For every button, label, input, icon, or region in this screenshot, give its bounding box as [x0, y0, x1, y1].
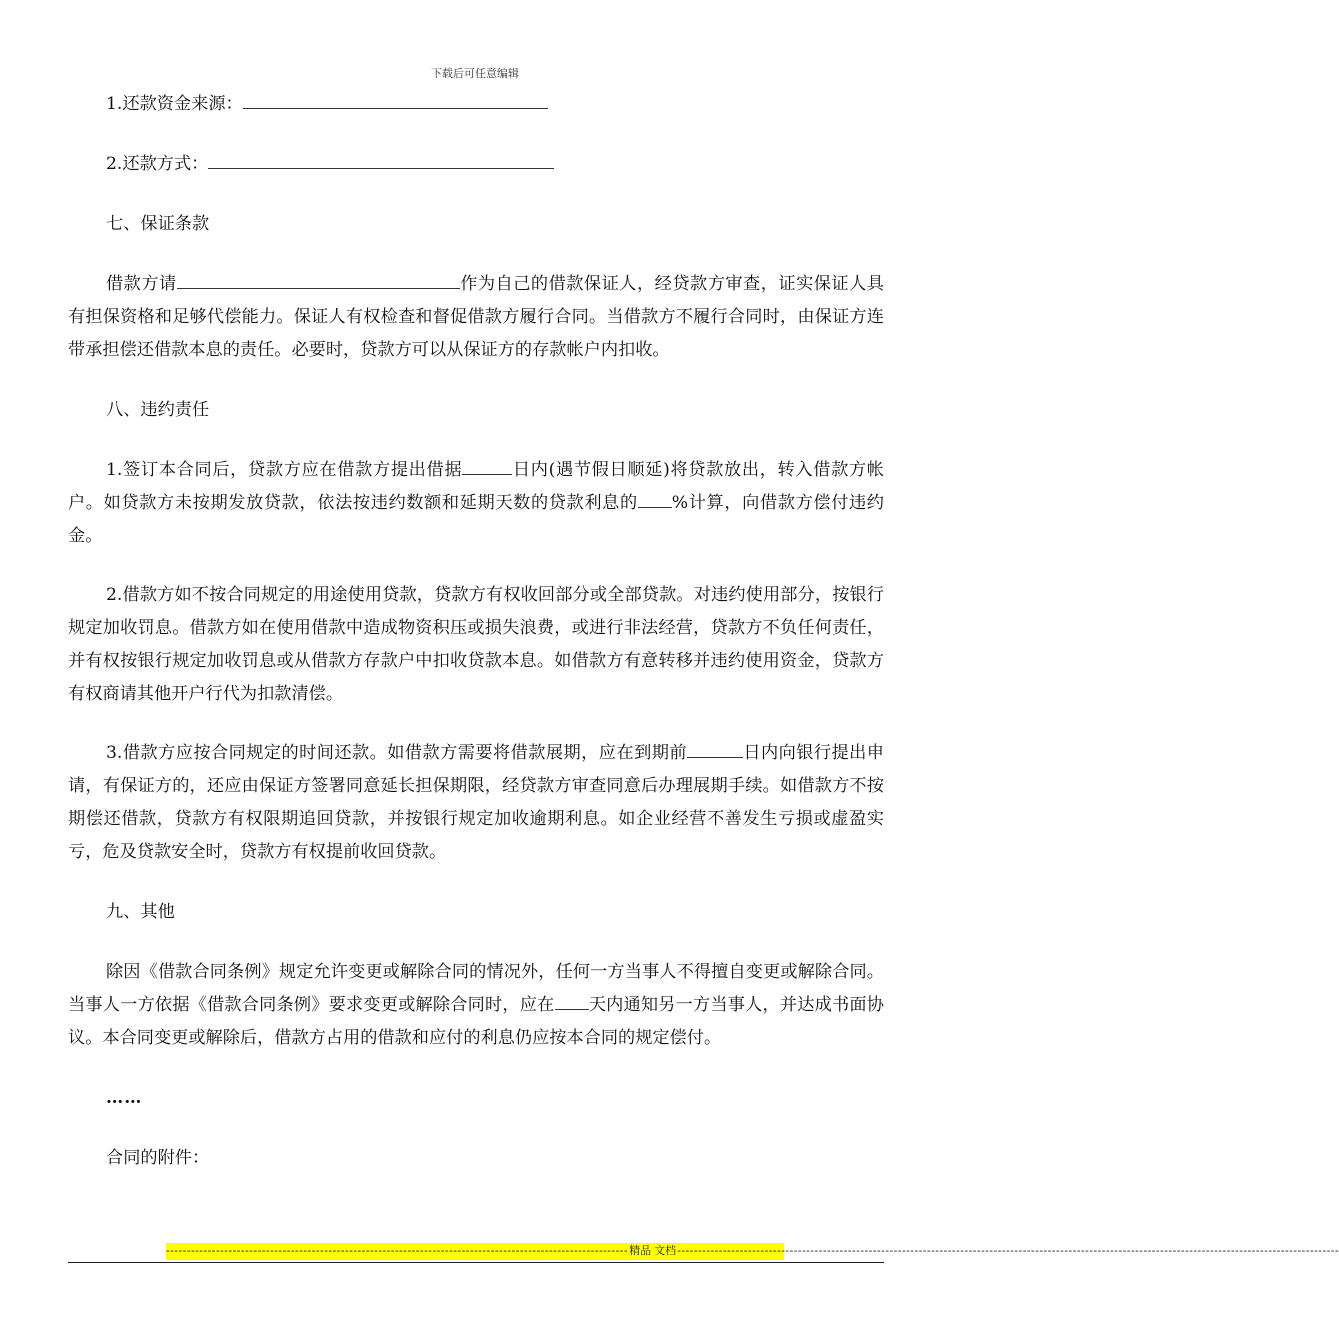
repay-method-label: 2.还款方式： [106, 154, 209, 174]
guarantor-blank[interactable] [177, 270, 460, 289]
repay-source-label: 1.还款资金来源： [106, 94, 243, 114]
section-8-paragraph-3 [68, 737, 884, 869]
repay-method-line [68, 148, 884, 181]
section-7-text-a: 借款方请 [106, 274, 177, 294]
document-body [68, 88, 884, 1175]
section-8-3-text-b: 日内向银行提出申请，有保证方的，还应由保证方签署同意延长担保期限，经贷款方审查同意后办理展期手续。如借款方不按期偿还借款，贷款方有权限期追回贷款，并按银行规定加收逾期利息。如企业经营不善发生亏损或虚盈实亏，危及贷款安全时，贷款方有权提前收回贷款。 [68, 743, 884, 862]
penalty-percent-blank[interactable] [638, 489, 672, 508]
section-8-title: 八、违约责任 [106, 400, 210, 420]
section-7-title: 七、保证条款 [106, 214, 210, 234]
extension-days-blank[interactable] [687, 739, 743, 758]
section-8-3-text-a: 3.借款方应按合同规定的时间还款。如借款方需要将借款展期，应在到期前 [106, 743, 687, 763]
loan-days-blank[interactable] [462, 456, 512, 475]
header-note: 下载后可任意编辑 [431, 67, 519, 80]
repay-source-line [68, 88, 884, 121]
section-9-paragraph [68, 956, 884, 1055]
ellipsis: …… [106, 1088, 143, 1108]
section-8-1-text-a: 1.签订本合同后，贷款方应在借款方提出借据 [106, 460, 463, 480]
footer-divider [68, 1262, 884, 1263]
section-8-1-text-b: 日内(遇节假日顺延)将贷款放出，转入借款方帐户。如贷款方未按期发放贷款，依法按违约数额和延期天数的贷款利息的 [68, 460, 884, 513]
footer-banner [166, 1243, 1339, 1260]
section-7-text-b: 作为自己的借款保证人，经贷款方审查，证实保证人具有担保资格和足够代偿能力。保证人有权检查和督促借款方履行合同。当借款方不履行合同时，由保证方连带承担偿还借款本息的责任。必要时，贷款方可以从保证方的存款帐户内扣收。 [68, 274, 884, 360]
notice-days-blank[interactable] [555, 991, 589, 1010]
section-8-paragraph-1 [68, 454, 884, 553]
section-9-title: 九、其他 [106, 902, 175, 922]
section-8-1-text-c: %计算，向借款方偿付违约金。 [68, 493, 884, 546]
repay-source-blank[interactable] [243, 90, 548, 109]
section-9-text-b: 天内通知另一方当事人，并达成书面协议。本合同变更或解除后，借款方占用的借款和应付的利息仍应按本合同的规定偿付。 [68, 995, 884, 1048]
section-9-text-a: 除因《借款合同条例》规定允许变更或解除合同的情况外，任何一方当事人不得擅自变更或解除合同。当事人一方依据《借款合同条例》要求变更或解除合同时，应在 [68, 962, 884, 1015]
footer-dashes-left: --------------------------------------------------------------------------------------------------------------- [166, 1245, 629, 1257]
repay-method-blank[interactable] [208, 150, 554, 169]
footer-dashes-right: --------------------------------------------------------------------------------------------------------------------------------------------------------------- [677, 1245, 1339, 1257]
section-7-paragraph [68, 268, 884, 367]
section-8-paragraph-2: 2.借款方如不按合同规定的用途使用贷款，贷款方有权收回部分或全部贷款。对违约使用部分，按银行规定加收罚息。借款方如在使用借款中造成物资积压或损失浪费，或进行非法经营，贷款方不负任何责任，并有权按银行规定加收罚息或从借款方存款户中扣收贷款本息。如借款方有意转移并违约使用资金，贷款方有权商请其他开户行代为扣款清偿。 [68, 585, 884, 704]
attachments-label: 合同的附件： [106, 1148, 210, 1168]
footer-label: 精品 文档 [629, 1245, 677, 1257]
